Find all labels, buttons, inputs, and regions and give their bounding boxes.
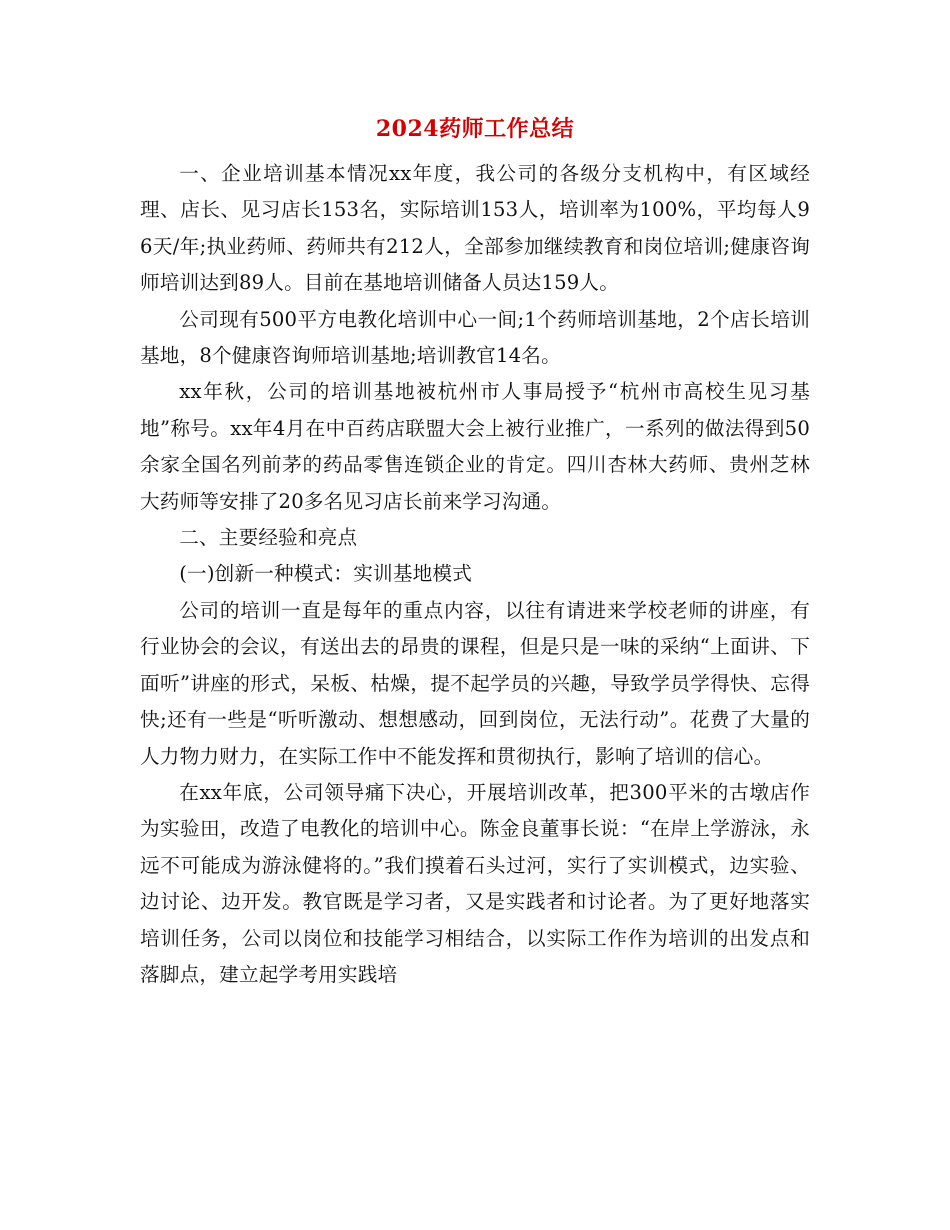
- paragraph-training-overview: 一、企业培训基本情况xx年度，我公司的各级分支机构中，有区域经理、店长、见习店长153名，实际培训153人，培训率为100%，平均每人96天/年;执业药师、药师共有212人，全部参加继续教育和岗位培训;健康咨询师培训达到89人。目前在基地培训储备人员达159人。: [140, 162, 810, 295]
- paragraph-training-facilities: 公司现有500平方电教化培训中心一间;1个药师培训基地，2个店长培训基地，8个健康咨询师培训基地;培训教官14名。: [140, 307, 810, 368]
- section-heading-experience: 二、主要经验和亮点: [179, 526, 358, 550]
- document-title: 2024药师工作总结: [375, 116, 575, 142]
- paragraph-past-training-issues: 公司的培训一直是每年的重点内容，以往有请进来学校老师的讲座，有行业协会的会议，有送出去的昂贵的课程，但是只是一味的采纳“上面讲、下面听”讲座的形式，呆板、枯燥，提不起学员的兴趣，导致学员学得快、忘得快;还有一些是“听听激动、想想感动，回到岗位，无法行动”。花费了大量的人力物力财力，在实际工作中不能发挥和贯彻执行，影响了培训的信心。: [140, 598, 810, 768]
- paragraph-recognition: xx年秋，公司的培训基地被杭州市人事局授予“杭州市高校生见习基地”称号。xx年4月在中百药店联盟大会上被行业推广，一系列的做法得到50余家全国名列前茅的药品零售连锁企业的肯定。四川杏林大药师、贵州芝林大药师等安排了20多名见习店长前来学习沟通。: [140, 380, 810, 513]
- paragraph-training-reform: 在xx年底，公司领导痛下决心，开展培训改革，把300平米的古墩店作为实验田，改造了电教化的培训中心。陈金良董事长说：“在岸上学游泳，永远不可能成为游泳健将的。”我们摸着石头过河，实行了实训模式，边实验、边讨论、边开发。教官既是学习者，又是实践者和讨论者。为了更好地落实培训任务，公司以岗位和技能学习相结合，以实际工作作为培训的出发点和落脚点，建立起学考用实践培: [140, 780, 810, 986]
- document-body: [140, 156, 810, 993]
- subsection-heading-model: (一)创新一种模式：实训基地模式: [179, 562, 472, 586]
